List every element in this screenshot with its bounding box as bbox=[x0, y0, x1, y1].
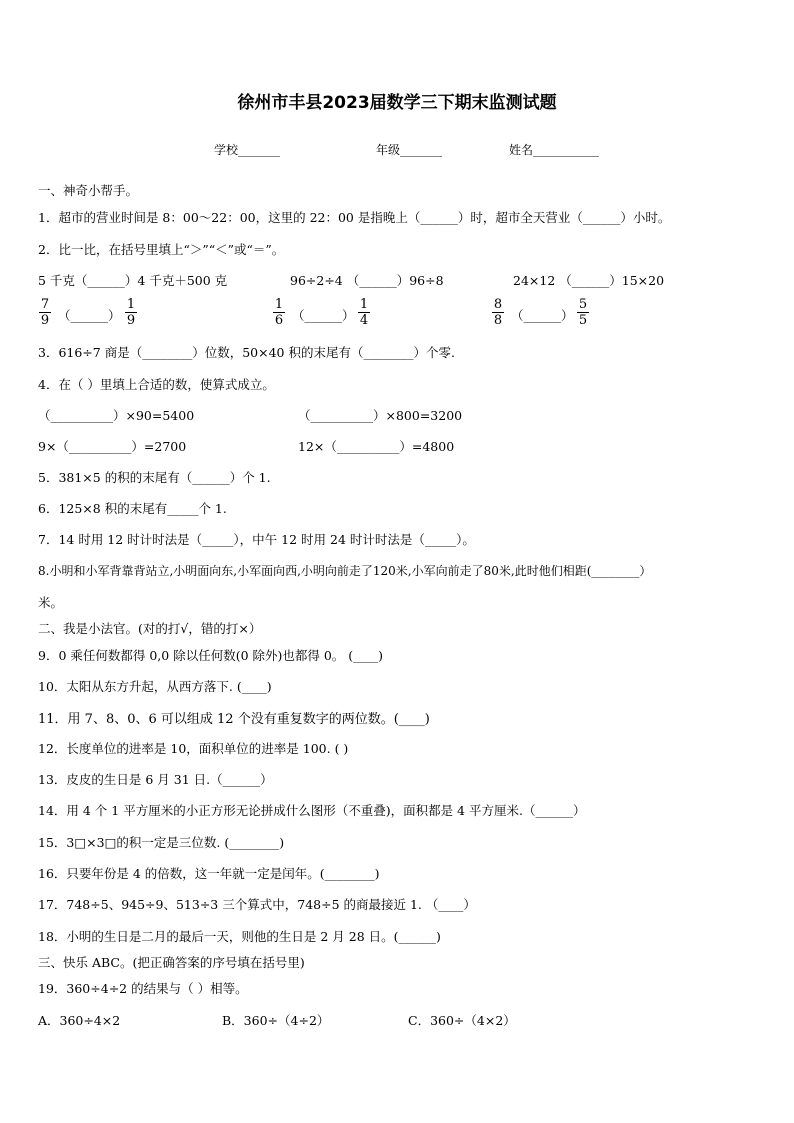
option-a: A．360÷4×2 bbox=[38, 1013, 121, 1028]
question-4: 4．在（ ）里填上合适的数，使算式成立。 bbox=[38, 377, 275, 392]
question-16: 16．只要年份是 4 的倍数，这一年就一定是闰年。(________) bbox=[38, 866, 380, 881]
question-15: 15．3□×3□的积一定是三位数. (________) bbox=[38, 835, 285, 850]
compare-item-1: 5 千克（______）4 千克＋500 克 bbox=[38, 273, 228, 288]
question-11: 11．用 7、8、0、6 可以组成 12 个没有重复数字的两位数。(____) bbox=[38, 712, 430, 727]
option-c: C．360÷（4×2） bbox=[408, 1013, 516, 1028]
section-heading-2: 二、我是小法官。(对的打√，错的打×） bbox=[38, 621, 262, 636]
fraction-compare-blank: （______） bbox=[511, 308, 574, 323]
page-title: 徐州市丰县2023届数学三下期末监测试题 bbox=[237, 93, 557, 113]
fraction: $\frac{7}{9}$ bbox=[40, 297, 50, 328]
school-field: 学校_______ bbox=[214, 143, 281, 157]
name-field: 姓名___________ bbox=[509, 143, 600, 157]
fraction: $\frac{1}{4}$ bbox=[359, 297, 369, 328]
compare-item-2: 96÷2÷4 （______）96÷8 bbox=[290, 273, 444, 288]
question-6: 6．125×8 积的末尾有_____个 1. bbox=[38, 501, 227, 516]
question-2: 2．比一比，在括号里填上“＞”“＜”或“＝”。 bbox=[38, 242, 285, 257]
fraction-compare-blank: （______） bbox=[292, 308, 355, 323]
question-12: 12．长度单位的进率是 10，面积单位的进率是 100. ( ) bbox=[38, 741, 349, 756]
question-8-continued: 米。 bbox=[38, 595, 64, 610]
question-14: 14．用 4 个 1 平方厘米的小正方形无论拼成什么图形（不重叠)，面积都是 4 平方厘米.（______） bbox=[38, 803, 586, 818]
fill-item: 9×（__________）=2700 bbox=[38, 439, 187, 454]
fill-item: 12×（__________）=4800 bbox=[298, 439, 455, 454]
fill-item: （__________）×800=3200 bbox=[298, 408, 463, 423]
question-3: 3．616÷7 商是（________）位数，50×40 积的末尾有（________）个零. bbox=[38, 345, 455, 360]
question-18: 18．小明的生日是二月的最后一天，则他的生日是 2 月 28 日。(______) bbox=[38, 929, 441, 944]
question-19: 19．360÷4÷2 的结果与（ ）相等。 bbox=[38, 981, 248, 996]
fraction: $\frac{8}{8}$ bbox=[493, 297, 503, 328]
question-8: 8.小明和小军背靠背站立,小明面向东,小军面向西,小明向前走了120米,小军向前走了80米,此时他们相距(________） bbox=[38, 564, 652, 578]
fraction: $\frac{5}{5}$ bbox=[578, 297, 588, 328]
question-9: 9．0 乘任何数都得 0,0 除以任何数(0 除外)也都得 0。 (____) bbox=[38, 648, 384, 663]
question-17: 17．748÷5、945÷9、513÷3 三个算式中，748÷5 的商最接近 1. （____） bbox=[38, 897, 476, 912]
fill-item: （__________）×90=5400 bbox=[38, 408, 195, 423]
grade-field: 年级_______ bbox=[376, 143, 443, 157]
section-heading-3: 三、快乐 ABC。(把正确答案的序号填在括号里) bbox=[38, 955, 305, 970]
question-13: 13．皮皮的生日是 6 月 31 日.（______） bbox=[38, 772, 273, 787]
fraction: $\frac{1}{9}$ bbox=[126, 297, 136, 328]
question-5: 5．381×5 的积的末尾有（______）个 1. bbox=[38, 470, 271, 485]
section-heading-1: 一、神奇小帮手。 bbox=[38, 183, 139, 198]
question-1: 1．超市的营业时间是 8：00～22：00，这里的 22：00 是指晚上（______）时，超市全天营业（______）小时。 bbox=[38, 210, 671, 225]
compare-item-3: 24×12 （______）15×20 bbox=[513, 273, 665, 288]
question-10: 10．太阳从东方升起，从西方落下. (____) bbox=[38, 679, 272, 694]
question-7: 7．14 时用 12 时计时法是（_____），中午 12 时用 24 时计时法是（_____）。 bbox=[38, 532, 475, 547]
fraction-compare-blank: （______） bbox=[58, 308, 121, 323]
option-b: B．360÷（4÷2） bbox=[222, 1013, 330, 1028]
fraction: $\frac{1}{6}$ bbox=[274, 297, 284, 328]
